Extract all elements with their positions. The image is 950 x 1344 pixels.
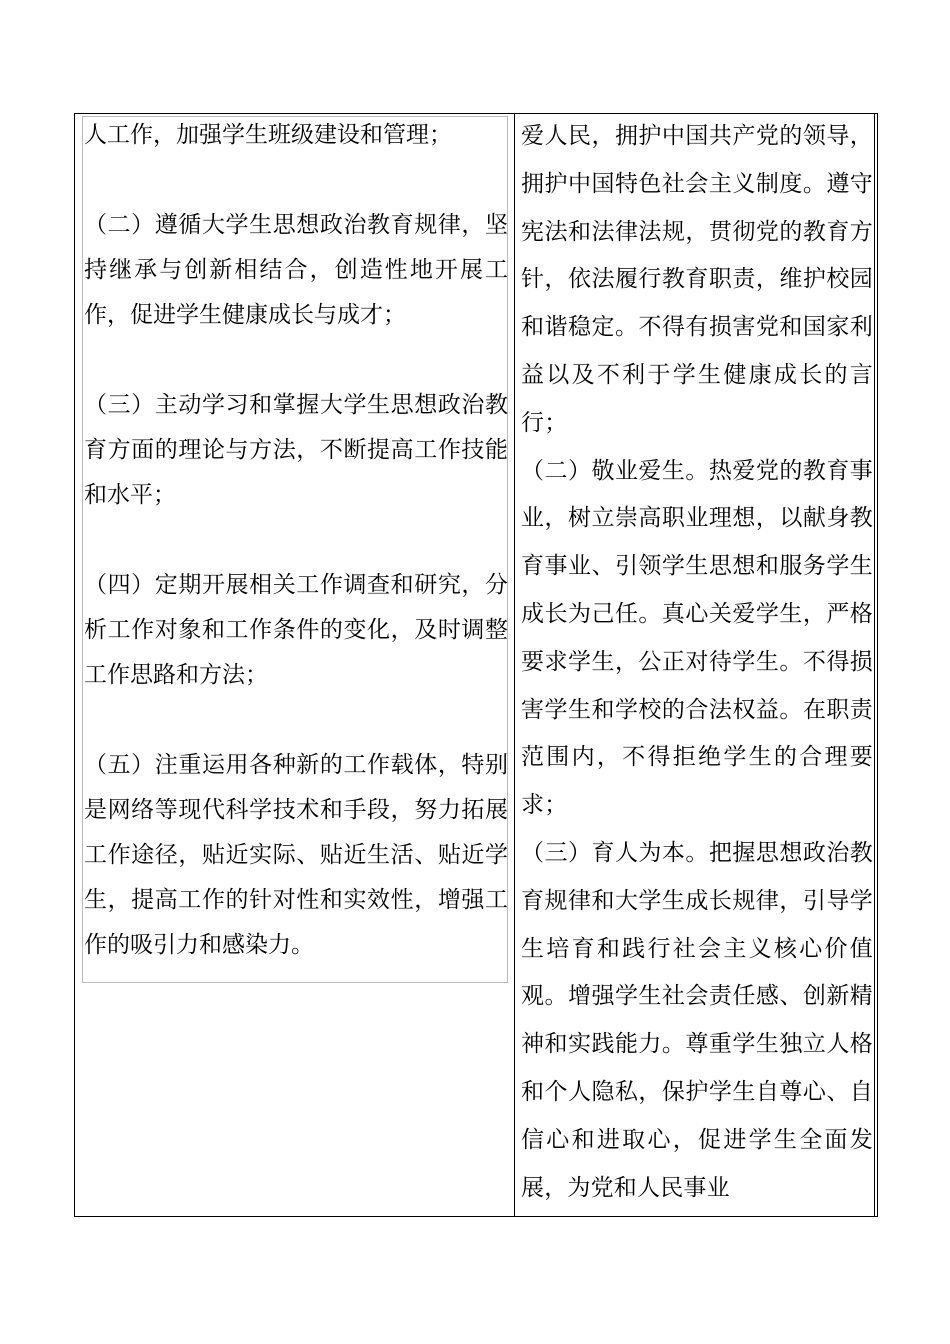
left-paragraph-1: 人工作，加强学生班级建设和管理； (84, 122, 452, 148)
left-column (84, 113, 508, 968)
right-column (521, 113, 873, 1212)
right-paragraph-2: （二）敬业爱生。热爱党的教育事业，树立崇高职业理想，以献身教育事业、引领学生思想和服务学生成长为己任。真心关爱学生，严格要求学生，公正对待学生。不得损害学生和学校的合法权益。在职责范围内，不得拒绝学生的合理要求； (521, 457, 873, 819)
left-paragraph-3: （三）主动学习和掌握大学生思想政治教育方面的理论与方法，不断提高工作技能和水平； (84, 392, 508, 508)
left-paragraph-4: （四）定期开展相关工作调查和研究，分析工作对象和工作条件的变化，及时调整工作思路和方法； (84, 572, 508, 688)
right-paragraph-3: （三）育人为本。把握思想政治教育规律和大学生成长规律，引导学生培育和践行社会主义核心价值观。增强学生社会责任感、创新精神和实践能力。尊重学生独立人格和个人隐私，保护学生自尊心、自信心和进取心，促进学生全面发展，为党和人民事业 (521, 839, 873, 1201)
left-paragraph-5: （五）注重运用各种新的工作载体，特别是网络等现代科学技术和手段，努力拓展工作途径，贴近实际、贴近生活、贴近学生，提高工作的针对性和实效性，增强工作的吸引力和感染力。 (84, 752, 508, 958)
left-paragraph-2: （二）遵循大学生思想政治教育规律，坚持继承与创新相结合，创造性地开展工作，促进学生健康成长与成才； (84, 212, 508, 328)
right-border-double-line (874, 114, 875, 1216)
column-divider (514, 114, 515, 1216)
right-paragraph-1: 爱人民，拥护中国共产党的领导，拥护中国特色社会主义制度。遵守宪法和法律法规，贯彻党的教育方针，依法履行教育职责，维护校园和谐稳定。不得有损害党和国家利益以及不利于学生健康成长的言行； (521, 123, 873, 436)
